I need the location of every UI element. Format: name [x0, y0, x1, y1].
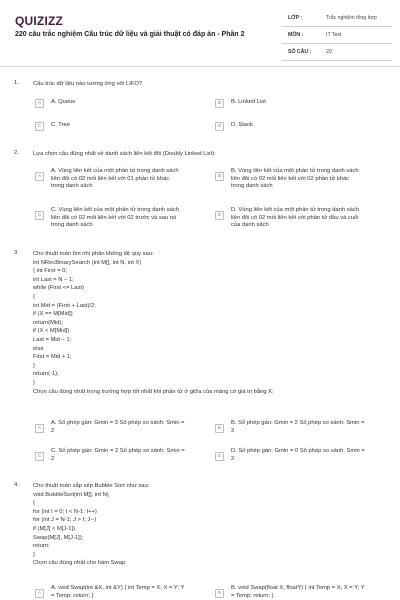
option-line: B. Vùng liên kết của một phần tử trong danh sách: [231, 168, 359, 174]
question-line: for (int J = N-1; J > I; J--): [33, 517, 97, 524]
option-text: [231, 448, 391, 463]
option-line: C. Số phép gán: Gmin = 2 Số phép so sánh: Smin =: [51, 448, 185, 454]
meta-row-question-count: [282, 44, 392, 61]
option-line: B. Linked List: [231, 99, 266, 105]
option-letter-box: D: [215, 452, 224, 461]
option-line: D. Vùng liên kết của một phần tử trong danh sách: [231, 207, 359, 213]
question-line: for (int I = 0; I < N-1; I++): [33, 508, 97, 515]
option-letter-box: B: [215, 424, 224, 433]
question-line: return(Mid);: [33, 319, 63, 326]
option-text: [231, 585, 391, 600]
option-line: trong danh sách: [51, 183, 93, 190]
option-line: 2: [51, 427, 55, 434]
question-line: { int First = 0;: [33, 268, 67, 275]
question-line: while (First <= Last): [33, 285, 84, 292]
option-letter-box: B: [215, 99, 224, 108]
question-number: 4.: [14, 482, 19, 488]
question-number: 3.: [14, 250, 19, 256]
question-text: [33, 250, 383, 396]
option-line: trong danh sách: [51, 222, 93, 229]
option-text: [51, 585, 211, 600]
question-line: Swap(M[J], M[J-1]);: [33, 534, 84, 541]
option-line: C. Tree: [51, 122, 71, 128]
question-line: if (M[J] < M[J-1]): [33, 525, 76, 532]
option-text: [231, 122, 391, 130]
question-line: int Last = N – 1;: [33, 276, 74, 283]
option-line: liên đôi có 02 mối liên kết với phần tử đầu và cuối: [231, 214, 359, 221]
question-line: Cấu trúc dữ liệu nào tương ứng với LIFO?: [33, 81, 143, 87]
question-line: Cho thuật toán tìm nhị phân không đệ quy sau:: [33, 251, 154, 257]
question-number: 1.: [14, 80, 19, 86]
option-text: [231, 99, 391, 107]
meta-row-subject: [282, 27, 392, 44]
question-line: if (X < M[Mid]): [33, 328, 70, 335]
question-line: if (X == M[Mid]): [33, 311, 73, 318]
meta-value: 20: [326, 49, 332, 55]
option-letter-box: C: [35, 211, 44, 220]
meta-row-class: [282, 10, 392, 27]
worksheet-header: [0, 0, 400, 70]
option-text: [51, 122, 211, 130]
meta-value: IT Test: [326, 32, 342, 38]
question-line: Chọn câu đúng nhất cho hàm Swap: [33, 560, 126, 567]
meta-label: SỐ CÂU :: [288, 49, 312, 55]
document-title: 220 câu trắc nghiệm Cấu trúc dữ liệu và giải thuật có đáp án - Phần 2: [15, 31, 245, 38]
question-text: [33, 150, 383, 159]
question-line: Last = Mid – 1;: [33, 336, 72, 343]
option-text: [51, 99, 211, 107]
meta-label: LỚP :: [288, 15, 303, 21]
question-line: First = Mid + 1;: [33, 354, 72, 361]
option-text: [51, 168, 211, 191]
option-line: của danh sách: [231, 222, 269, 229]
meta-table: [282, 10, 392, 61]
option-line: liên đôi có 02 mối liên kết với 01 phần tử khác: [51, 175, 170, 182]
meta-value: Trắc nghiệm tổng hợp: [326, 15, 377, 21]
question-text: [33, 482, 383, 568]
question-line: return;: [33, 543, 50, 550]
option-text: [231, 420, 391, 435]
question-line: int Mid = (First + Last)/2;: [33, 302, 96, 309]
question-line: }: [33, 551, 35, 558]
question-text: [33, 80, 383, 89]
option-letter-box: A: [35, 589, 44, 598]
option-letter-box: A: [35, 172, 44, 181]
option-line: = Temp; return; }: [51, 592, 94, 599]
option-letter-box: C: [35, 452, 44, 461]
option-line: liên đôi có 02 mối liên kết với 02 trước và sau nó: [51, 214, 177, 221]
question-line: {: [33, 500, 35, 507]
question-number: 2.: [14, 150, 19, 156]
option-line: 2: [231, 455, 235, 462]
option-letter-box: D: [215, 211, 224, 220]
question-line: else: [33, 345, 44, 352]
quizizz-logo: QUIZIZZ: [15, 14, 64, 28]
option-line: = Temp; return; }: [231, 592, 274, 599]
option-line: 2: [51, 455, 55, 462]
option-line: A. Số phép gán: Gmin = 3 Số phép so sánh: Smin =: [51, 420, 185, 426]
question-line: int NRecBinarySearch (int M[], int N, int X): [33, 259, 142, 266]
option-line: B. Số phép gán: Gmin = 2 Số phép so sánh: Smin =: [231, 420, 365, 426]
option-line: D. Số phép gán: Gmin = 0 Số phép so sánh: Smin =: [231, 448, 365, 454]
option-line: C. Vùng liên kết của một phần tử trong danh sách: [51, 207, 179, 213]
option-letter-box: C: [35, 122, 44, 131]
option-letter-box: D: [215, 122, 224, 131]
option-text: [51, 420, 211, 435]
option-text: [51, 207, 211, 230]
question-line: void BubbleSort(int M[], int N): [33, 491, 109, 498]
option-line: 3: [231, 427, 235, 434]
option-text: [51, 448, 211, 463]
question-line: }: [33, 379, 35, 386]
option-text: [231, 168, 391, 191]
option-text: [231, 207, 391, 230]
option-line: liên đôi có 02 mối liên kết với 02 phần tử khác: [231, 175, 350, 182]
option-line: B. void Swap(float X, floatY) { int Temp = X; X = Y; Y: [231, 585, 365, 591]
option-letter-box: B: [215, 589, 224, 598]
option-letter-box: A: [35, 424, 44, 433]
question-line: }: [33, 362, 35, 369]
option-line: A. void Swap(int &X, int &Y) { int Temp = X; X = Y; Y: [51, 585, 185, 591]
option-letter-box: B: [215, 172, 224, 181]
option-line: A. Queue: [51, 99, 76, 105]
question-line: {: [33, 293, 35, 300]
option-letter-box: A: [35, 99, 44, 108]
header-divider: [0, 66, 400, 67]
question-line: Cho thuật toán sắp xếp Bubble Sort như sau:: [33, 483, 150, 489]
meta-label: MÔN :: [288, 32, 304, 38]
question-line: return(-1);: [33, 371, 59, 378]
question-line: Lựa chọn câu đúng nhất về danh sách liên kết đôi (Doubly Linked List):: [33, 151, 216, 157]
option-line: A. Vùng liên kết của một phần tử trong danh sách: [51, 168, 179, 174]
option-line: trong danh sách: [231, 183, 273, 190]
option-line: D. Stack: [231, 122, 253, 128]
question-line: Chọn câu đúng nhất trong trường hợp tốt nhất khi phần tử ở giữa của mảng có giá trị bằng X:: [33, 388, 274, 395]
